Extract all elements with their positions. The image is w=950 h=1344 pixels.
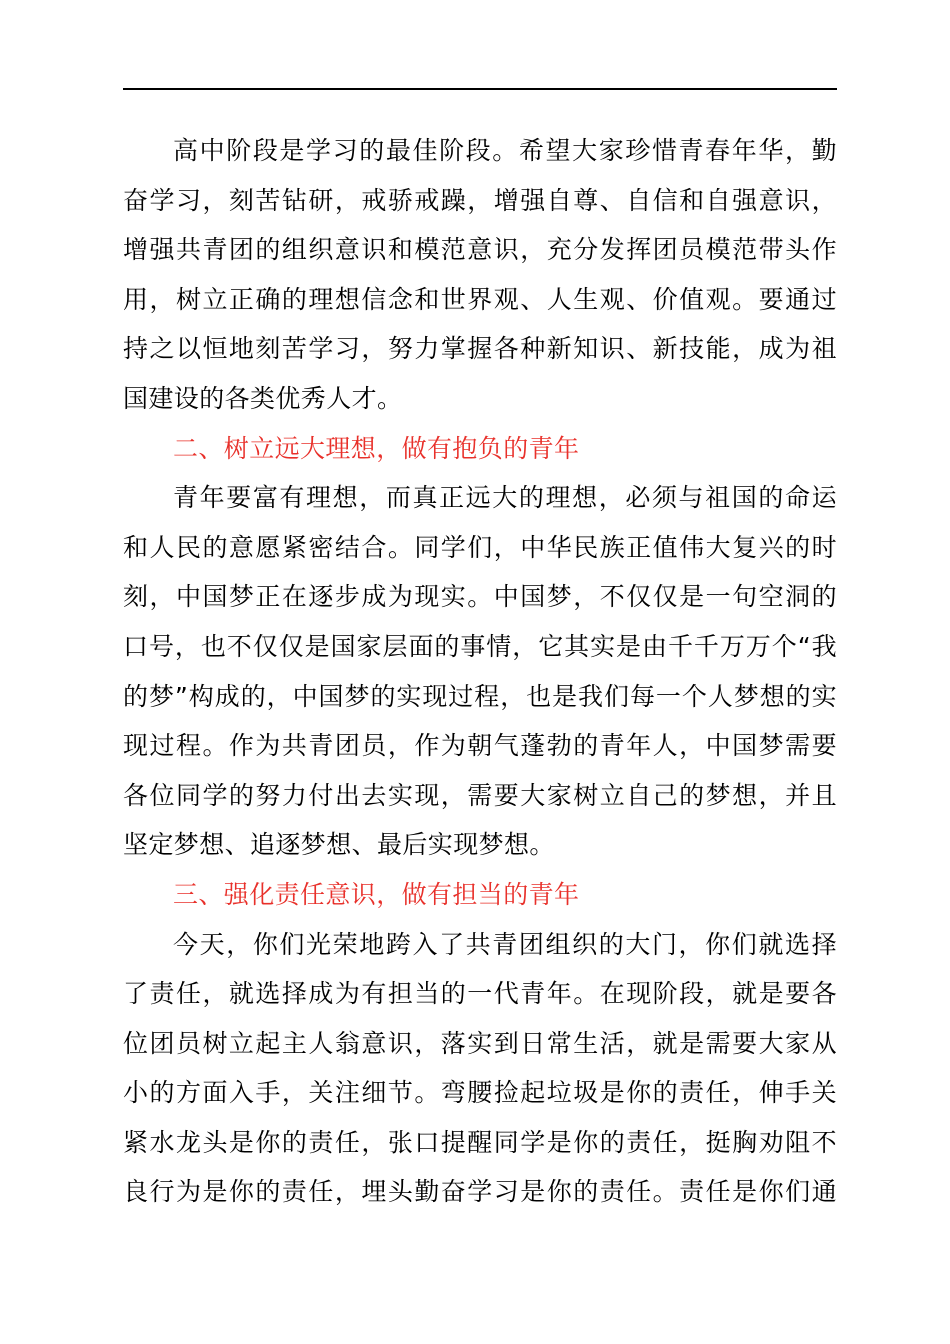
paragraph-line: 和人民的意愿紧密结合。同学们，中华民族正值伟大复兴的时 — [123, 532, 837, 562]
paragraph-line: 青年要富有理想，而真正远大的理想，必须与祖国的命运 — [173, 483, 837, 513]
paragraph-line: 奋学习，刻苦钻研，戒骄戒躁，增强自尊、自信和自强意识， — [123, 185, 837, 215]
paragraph — [123, 920, 837, 1218]
paragraph-line: 了责任，就选择成为有担当的一代青年。在现阶段，就是要各 — [123, 979, 837, 1009]
paragraph-line: 今天，你们光荣地跨入了共青团组织的大门，你们就选择 — [173, 929, 837, 959]
document-body — [123, 126, 837, 1217]
paragraph-line: 现过程。作为共青团员，作为朝气蓬勃的青年人，中国梦需要 — [123, 731, 837, 761]
section-heading: 三、强化责任意识，做有担当的青年 — [173, 879, 580, 909]
paragraph-line: 国建设的各类优秀人才。 — [123, 383, 403, 413]
paragraph-line: 用，树立正确的理想信念和世界观、人生观、价值观。要通过 — [123, 284, 837, 314]
paragraph-line: 口号，也不仅仅是国家层面的事情，它其实是由千千万万个“我 — [123, 631, 837, 661]
paragraph — [123, 473, 837, 870]
section-heading: 二、树立远大理想，做有抱负的青年 — [173, 433, 580, 463]
paragraph-line: 坚定梦想、追逐梦想、最后实现梦想。 — [123, 830, 555, 860]
paragraph-line: 持之以恒地刻苦学习，努力掌握各种新知识、新技能，成为祖 — [123, 334, 837, 364]
paragraph-line: 小的方面入手，关注细节。弯腰捡起垃圾是你的责任，伸手关 — [123, 1078, 837, 1108]
paragraph — [123, 126, 837, 424]
paragraph-line: 增强共青团的组织意识和模范意识，充分发挥团员模范带头作 — [123, 235, 837, 265]
paragraph-line: 紧水龙头是你的责任，张口提醒同学是你的责任，挺胸劝阻不 — [123, 1127, 837, 1157]
paragraph-line: 各位同学的努力付出去实现，需要大家树立自己的梦想，并且 — [123, 780, 837, 810]
header-rule — [123, 88, 837, 90]
paragraph-line: 的梦”构成的，中国梦的实现过程，也是我们每一个人梦想的实 — [123, 681, 837, 711]
paragraph-line: 刻，中国梦正在逐步成为现实。中国梦，不仅仅是一句空洞的 — [123, 582, 837, 612]
paragraph-line: 良行为是你的责任，埋头勤奋学习是你的责任。责任是你们通 — [123, 1177, 837, 1207]
paragraph-line: 位团员树立起主人翁意识，落实到日常生活，就是需要大家从 — [123, 1028, 837, 1058]
paragraph-line: 高中阶段是学习的最佳阶段。希望大家珍惜青春年华，勤 — [173, 136, 837, 165]
